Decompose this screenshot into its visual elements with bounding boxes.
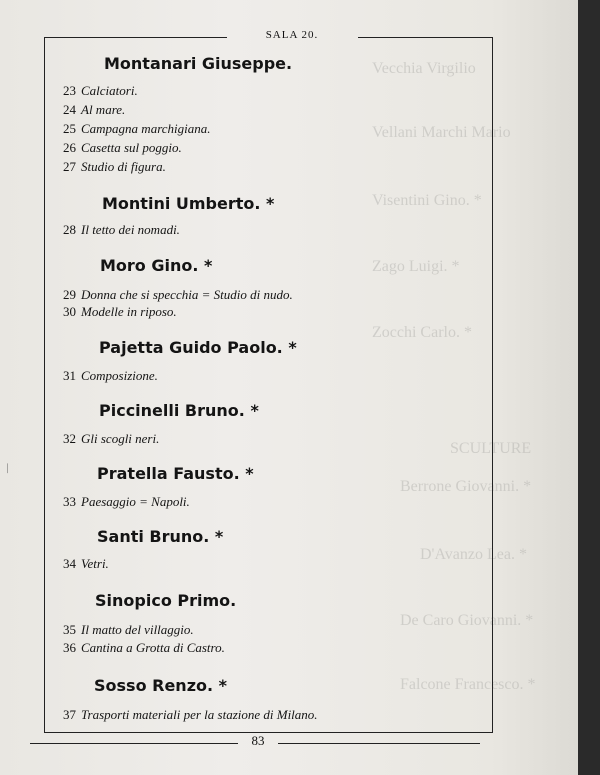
show-through-heading: Vecchia Virgilio xyxy=(372,60,476,77)
artist-heading: Santi Bruno. * xyxy=(97,527,224,546)
artist-heading: Sosso Renzo. * xyxy=(94,676,228,695)
footer-left-rule xyxy=(30,743,238,744)
artist-heading: Montanari Giuseppe. xyxy=(104,54,293,73)
artist-heading: Piccinelli Bruno. * xyxy=(99,401,259,420)
catalogue-item: 27 Studio di figura. xyxy=(63,159,166,174)
show-through-heading: Berrone Giovanni. * xyxy=(400,478,532,495)
catalogue-item: 26 Casetta sul poggio. xyxy=(63,140,182,155)
catalogue-item: 23 Calciatori. xyxy=(63,83,138,98)
catalogue-item: 34 Vetri. xyxy=(63,556,109,571)
catalogue-item: 25 Campagna marchigiana. xyxy=(63,121,211,136)
artist-heading: Pajetta Guido Paolo. * xyxy=(99,338,297,357)
artist-heading: Sinopico Primo. xyxy=(95,591,237,610)
show-through-heading: Falcone Francesco. * xyxy=(400,676,536,693)
show-through-heading: Zocchi Carlo. * xyxy=(372,324,472,341)
artist-heading: Montini Umberto. * xyxy=(102,194,275,213)
footer-right-rule xyxy=(278,743,480,744)
catalogue-item: 28 Il tetto dei nomadi. xyxy=(63,222,180,237)
page-number: 83 xyxy=(251,733,265,748)
show-through-heading: Visentini Gino. * xyxy=(372,192,482,209)
catalogue-item: 24 Al mare. xyxy=(63,102,126,117)
catalogue-item: 35 Il matto del villaggio. xyxy=(63,622,194,637)
catalogue-item: 29 Donna che si specchia = Studio di nudo. xyxy=(63,287,293,302)
show-through-heading: De Caro Giovanni. * xyxy=(400,612,534,629)
show-through-heading: Zago Luigi. * xyxy=(372,258,460,275)
catalogue-item: 32 Gli scogli neri. xyxy=(63,431,160,446)
show-through-heading: D'Avanzo Lea. * xyxy=(420,546,527,563)
artist-heading: Pratella Fausto. * xyxy=(97,464,254,483)
catalogue-item: 31 Composizione. xyxy=(63,368,158,383)
catalogue-item: 30 Modelle in riposo. xyxy=(63,304,177,319)
catalogue-item: 33 Paesaggio = Napoli. xyxy=(63,494,190,509)
show-through-heading: Vellani Marchi Mario xyxy=(372,124,511,141)
margin-smudge-icon: ᛁ xyxy=(4,462,11,475)
room-header: SALA 20. xyxy=(265,29,319,41)
show-through-heading: SCULTURE xyxy=(450,440,532,457)
catalogue-item: 36 Cantina a Grotta di Castro. xyxy=(63,640,225,655)
artist-heading: Moro Gino. * xyxy=(100,256,213,275)
catalogue-item: 37 Trasporti materiali per la stazione di Milano. xyxy=(63,707,318,722)
